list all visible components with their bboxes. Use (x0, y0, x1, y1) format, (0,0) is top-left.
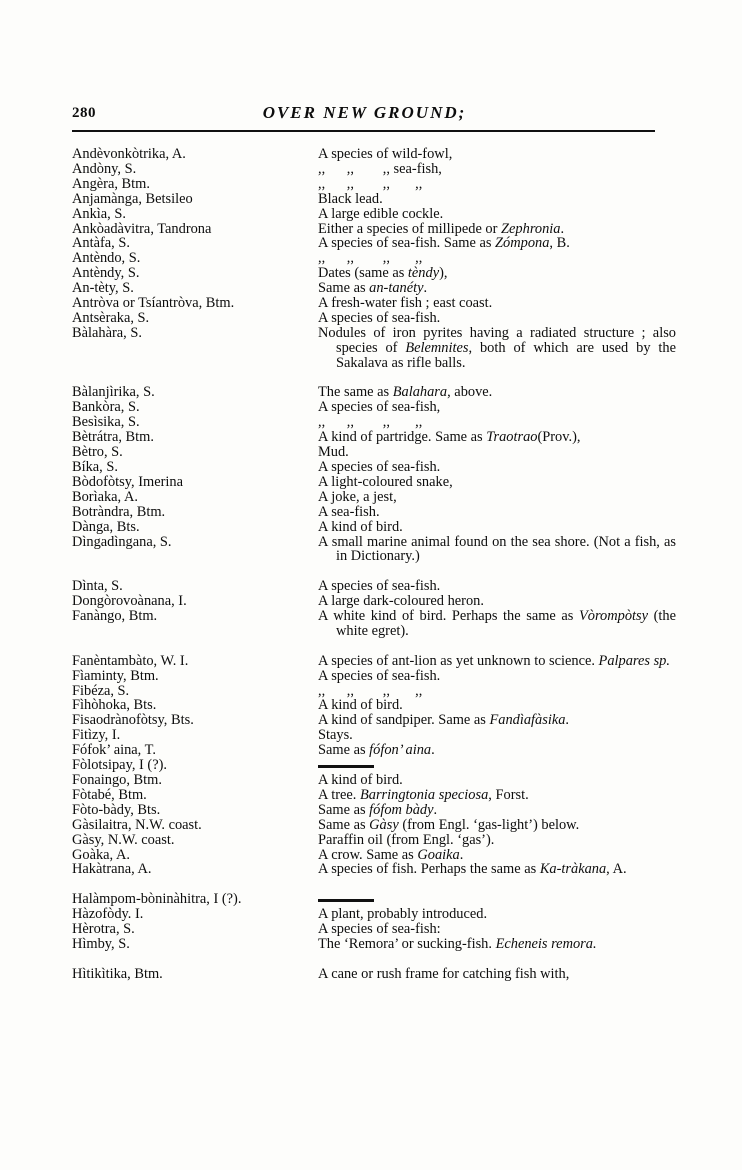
entry-definition: A species of wild-fowl, (318, 146, 453, 162)
glossary-entry (72, 207, 662, 222)
entry-definition: A large dark-coloured heron. (318, 593, 484, 610)
glossary-entry (72, 907, 662, 922)
entry-headword: Ankìa, S. (72, 205, 126, 222)
glossary-entry (72, 296, 662, 311)
entry-definition: A species of sea-fish. Same as Zómpona, B. (318, 235, 570, 252)
entry-headword: Fibéza, S. (72, 682, 130, 699)
entry-ditto-marks: ,, ,, ,, sea-fish, (318, 160, 442, 177)
entry-definition: A kind of bird. (318, 697, 403, 714)
entry-headword: Antàfa, S. (72, 235, 130, 252)
glossary-entry (72, 684, 662, 699)
glossary-entry (72, 533, 676, 565)
glossary-entry (72, 848, 662, 863)
header-rule (72, 130, 655, 132)
entry-headword: Borìaka, A. (72, 488, 138, 505)
glossary-entry (72, 579, 662, 594)
entry-definition: Same as Gàsy (from Engl. ‘gas-light’) below. (318, 816, 580, 833)
glossary-entry (72, 803, 662, 818)
glossary-entry (72, 324, 676, 371)
entry-definition: A species of sea-fish. (318, 309, 441, 326)
glossary-entry (72, 266, 662, 281)
entry-definition: Same as an-tanéty. (318, 280, 428, 297)
entry-definition: A large edible cockle. (318, 205, 444, 222)
entry-headword: Hìtikìtika, Btm. (72, 965, 163, 982)
glossary-entry (72, 788, 662, 803)
entry-headword: Andòny, S. (72, 160, 137, 177)
glossary-entry (72, 728, 662, 743)
entry-definition: Either a species of millipede or Zephronia. (318, 220, 565, 237)
entry-headword: Fìaminty, Btm. (72, 667, 159, 684)
glossary-entry (72, 743, 662, 758)
entry-headword: Anjamànga, Betsileo (72, 190, 193, 207)
glossary-entry (72, 162, 662, 177)
entry-headword: Bankòra, S. (72, 399, 140, 416)
glossary-entry (72, 311, 662, 326)
glossary-entry (72, 177, 662, 192)
glossary-entry (72, 698, 662, 713)
entry-definition: A kind of bird. (318, 518, 403, 535)
entry-headword: Gàsy, N.W. coast. (72, 831, 175, 848)
glossary-entry (72, 652, 670, 669)
entry-headword: Ankòadàvitra, Tandrona (72, 220, 212, 237)
entry-headword: Fanèntambàto, W. I. (72, 652, 189, 669)
glossary-entry (72, 490, 662, 505)
running-title: OVER NEW GROUND; (262, 103, 467, 122)
glossary-entry (72, 251, 662, 266)
entry-definition: The same as Balahara, above. (318, 384, 493, 401)
entry-headword: Dànga, Bts. (72, 518, 140, 535)
entry-headword: Fòlotsipay, I (?). (72, 757, 167, 774)
entry-definition: A kind of sandpiper. Same as Fandìafàsika. (318, 712, 570, 729)
glossary-entry (72, 937, 662, 952)
entry-definition: A light-coloured snake, (318, 473, 453, 490)
entry-headword: Fófok’ aina, T. (72, 742, 156, 759)
entry-headword: Antsèraka, S. (72, 309, 150, 326)
glossary-entry (72, 222, 662, 237)
glossary-entry (72, 773, 662, 788)
entry-definition: A species of ant-lion as yet unknown to science. Palpares sp. (318, 652, 670, 669)
entry-headword: Bíka, S. (72, 459, 118, 476)
glossary-entry (72, 862, 662, 877)
entry-headword: Hàzofòdy. I. (72, 906, 144, 923)
entry-definition: A tree. Barringtonia speciosa, Forst. (318, 786, 529, 803)
entry-definition: A plant, probably introduced. (318, 906, 488, 923)
entry-definition: Black lead. (318, 190, 383, 207)
entry-headword: Bòdofòtsy, Imerina (72, 473, 183, 490)
glossary-entry (72, 400, 662, 415)
entry-definition: A species of sea-fish. (318, 578, 441, 595)
entry-headword: Fanàngo, Btm. (72, 608, 158, 625)
entry-headword: Bàlanjìrika, S. (72, 384, 155, 401)
entry-definition: A kind of partridge. Same as Traotrao(Prov.), (318, 429, 581, 446)
entry-definition: A species of sea-fish: (318, 921, 441, 938)
entry-definition: A cane or rush frame for catching fish with, (318, 965, 570, 982)
glossary-entry (72, 818, 662, 833)
entry-definition: Same as fófom bàdy. (318, 801, 438, 818)
entry-definition: Paraffin oil (from Engl. ‘gas’). (318, 831, 495, 848)
entry-definition: A kind of bird. (318, 772, 403, 788)
entry-definition: Stays. (318, 727, 353, 744)
entry-headword: Antèndo, S. (72, 250, 141, 267)
entry-headword: Andèvonkòtrika, A. (72, 146, 186, 162)
entry-headword: Dongòrovoànana, I. (72, 593, 187, 610)
entry-ditto-marks: ,, ,, ,, ,, (318, 682, 423, 699)
entry-headword: Hìmby, S. (72, 935, 130, 952)
entry-ditto-marks: ,, ,, ,, ,, (318, 250, 423, 267)
glossary-entry (72, 967, 662, 982)
glossary-entry (72, 594, 662, 609)
entry-definition: The ‘Remora’ or sucking-fish. Echeneis remora. (318, 935, 597, 952)
entry-headword: Fòtabé, Btm. (72, 786, 147, 803)
glossary-entry-list (72, 146, 676, 982)
entry-headword: Bètro, S. (72, 444, 123, 461)
entry-ditto-marks: ,, ,, ,, ,, (318, 175, 423, 192)
glossary-entry (72, 192, 662, 207)
glossary-entry (72, 713, 662, 728)
entry-definition: A joke, a jest, (318, 488, 397, 505)
entry-blank-rule (318, 758, 658, 773)
entry-headword: Fitìzy, I. (72, 727, 121, 744)
glossary-entry (72, 236, 662, 251)
glossary-entry (72, 922, 662, 937)
entry-definition: Mud. (318, 444, 349, 461)
glossary-entry (72, 281, 662, 296)
entry-definition: A species of sea-fish, (318, 399, 441, 416)
entry-definition: Nodules of iron pyrites having a radiated structure ; also species of Belemnites, both of which are used by the Sakalava as rifle balls. (318, 324, 676, 371)
entry-headword: Botràndra, Btm. (72, 503, 166, 520)
entry-headword: Bàlahàra, S. (72, 324, 142, 341)
glossary-entry (72, 520, 662, 535)
entry-definition: Dates (same as tèndy), (318, 265, 448, 282)
glossary-entry (72, 475, 662, 490)
entry-headword: Dìngadìngana, S. (72, 533, 172, 550)
entry-headword: Antèndy, S. (72, 265, 140, 282)
entry-headword: Angèra, Btm. (72, 175, 150, 192)
glossary-entry (72, 505, 662, 520)
page-number: 280 (72, 105, 96, 121)
entry-definition: A sea-fish. (318, 503, 380, 520)
entry-headword: Bètrátra, Btm. (72, 429, 154, 446)
entry-definition: A small marine animal found on the sea shore. (Not a fish, as in Dictionary.) (318, 533, 676, 565)
entry-headword: Hakàtrana, A. (72, 861, 152, 878)
entry-definition: A species of sea-fish. (318, 667, 441, 684)
entry-definition: Same as fófon’ aina. (318, 742, 435, 759)
running-head (72, 103, 655, 129)
entry-headword: Goàka, A. (72, 846, 130, 863)
glossary-entry (72, 147, 662, 162)
glossary-entry (72, 430, 662, 445)
glossary-entry (72, 608, 676, 639)
entry-definition: A white kind of bird. Perhaps the same as Vòrompòtsy (the white egret). (318, 608, 676, 639)
glossary-entry (72, 460, 662, 475)
entry-headword: Fìhòhoka, Bts. (72, 697, 157, 714)
entry-ditto-marks: ,, ,, ,, ,, (318, 414, 423, 431)
entry-headword: Fonaingo, Btm. (72, 772, 162, 788)
glossary-entry (72, 385, 662, 400)
entry-definition: A species of sea-fish. (318, 459, 441, 476)
entry-headword: Gàsilaitra, N.W. coast. (72, 816, 202, 833)
entry-headword: Besìsika, S. (72, 414, 140, 431)
glossary-entry (72, 833, 662, 848)
entry-blank-rule (318, 892, 658, 907)
glossary-entry (72, 415, 662, 430)
glossary-entry (72, 892, 662, 907)
entry-headword: Halàmpom-bòninàhitra, I (?). (72, 891, 242, 908)
entry-definition: A fresh-water fish ; east coast. (318, 295, 493, 312)
entry-headword: Fòto-bàdy, Bts. (72, 801, 161, 818)
entry-definition: A crow. Same as Goaika. (318, 846, 464, 863)
entry-definition: A species of fish. Perhaps the same as Ka-tràkana, A. (318, 861, 627, 878)
entry-headword: Antròva or Tsíantròva, Btm. (72, 295, 235, 312)
glossary-entry (72, 669, 662, 684)
entry-headword: Fisaodrànofòtsy, Bts. (72, 712, 194, 729)
entry-headword: An-tèty, S. (72, 280, 134, 297)
glossary-entry (72, 758, 662, 773)
glossary-entry (72, 445, 662, 460)
entry-headword: Dìnta, S. (72, 578, 123, 595)
entry-headword: Hèrotra, S. (72, 921, 135, 938)
